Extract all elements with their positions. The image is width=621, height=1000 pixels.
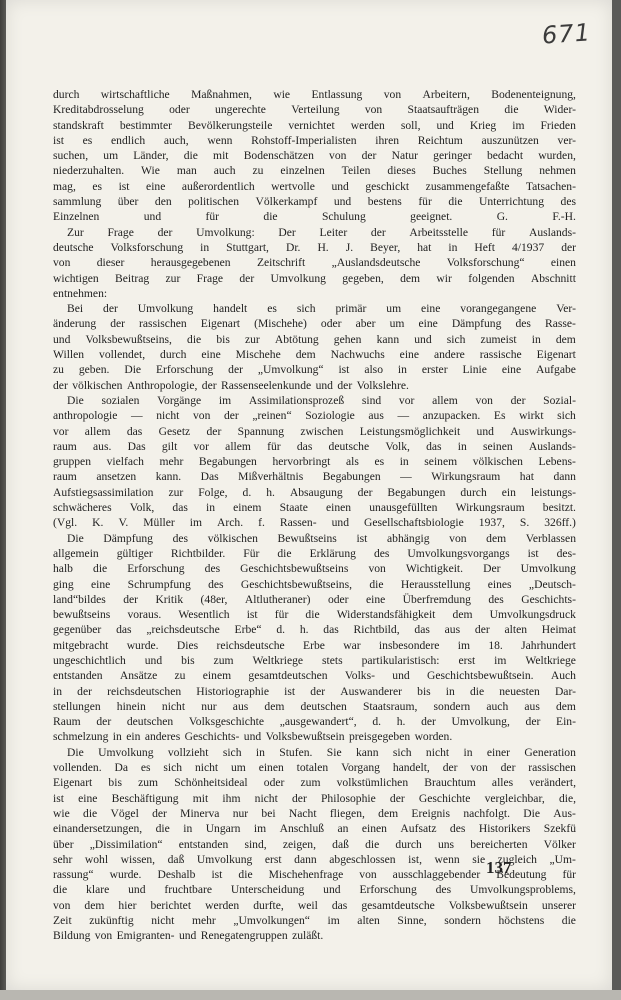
text-line: entstanden Ansätze zu einem gesamtdeutschen Volks- und Geschichtsbewußtsein. Auch — [53, 669, 576, 683]
text-line: standskraft bestimmter Bevölkerungsteile vernichtet werden soll, und Krieg im Frieden — [53, 118, 576, 132]
text-line: einandersetzungen, die in Ungarn im Anschluß an einen Aufsatz des Historikers Szekfü — [53, 822, 576, 836]
text-line: ungeschichtlich und bis zum Weltkriege stets partikularistisch: erst im Weltkriege — [53, 653, 576, 667]
text-line: die klare und fruchtbare Unterscheidung und Erforschung des Umvolkungsproblems, — [53, 883, 576, 897]
text-line: Willen vollendet, durch eine Mischehe dem Nachwuchs eine andere rassische Eigenart — [53, 348, 576, 362]
text-line: raum ansetzen kann. Das Mißverhältnis Begabungen — Wirkungsraum hat dann — [53, 470, 576, 484]
text-line: deutsche Volksforschung in Stuttgart, Dr. H. J. Beyer, hat in Heft 4/1937 der — [53, 240, 576, 254]
text-line: änderung der rassischen Eigenart (Mischehe) oder aber um eine Dämpfung des Rasse- — [53, 317, 576, 331]
text-line: schwächeres Volk, das in einem Staate einen unausgefüllten Wirkungsraum besitzt. — [53, 501, 576, 515]
text-line: der völkischen Anthropologie, der Rassenseelenkunde und der Volkslehre. — [53, 378, 409, 392]
text-line: Aufstiegsassimilation zur Folge, d. h. Absaugung der Begabungen durch ein leistungs- — [53, 485, 576, 499]
text-line: von dem hier berichtet werden durfte, weil das gesamtdeutsche Volksbewußtsein unserer — [53, 898, 576, 912]
text-line: stellungen hinein nicht nur aus dem deutschen Staatsraum, sondern auch aus dem — [53, 699, 576, 713]
text-line: ging eine Schrumpfung des Geschichtsbewußtseins, die Herausstellung eines „Deutsch- — [53, 577, 576, 591]
text-line: Zur Frage der Umvolkung: Der Leiter der Arbeitsstelle für Auslands- — [67, 225, 576, 239]
text-line: und Volksbewußtseins, die bis zur Abtötung gehen kann und sich zumeist in dem — [53, 332, 576, 346]
text-line: Die Umvolkung vollzieht sich in Stufen. Sie kann sich nicht in einer Generation — [67, 745, 576, 759]
text-line: mitgebracht wurde. Dies reichsdeutsche Erbe war insbesondere im 18. Jahrhundert — [53, 638, 576, 652]
text-line: zu geben. Die Erforschung der „Umvolkung“ ist also in erster Linie eine Aufgabe — [53, 363, 576, 377]
text-line: sammlung über den politischen Völkerkampf und bestens für die Unterrichtung des — [53, 195, 576, 209]
text-line: in der reichsdeutschen Historiographie ist der Auswanderer bis in die neuesten Dar- — [53, 684, 576, 698]
text-line: wichtigen Beitrag zur Frage der Umvolkung gegeben, dem wir folgenden Abschnitt — [53, 271, 576, 285]
text-line: anthropologie — nicht von der „reinen“ Soziologie aus — anzupacken. Es wirkt sich — [53, 409, 576, 423]
text-line: Zeit zukünftig nicht mehr „Umvolkungen“ im alten Sinne, sondern höchstens die — [53, 914, 576, 928]
text-line: Bildung von Emigranten- und Renegatengruppen zuläßt. — [53, 929, 324, 943]
text-line: durch wirtschaftliche Maßnahmen, wie Entlassung von Arbeitern, Bodenenteignung, — [53, 88, 576, 101]
text-line: Die sozialen Vorgänge im Assimilationsprozeß sind vor allem von der Sozial- — [67, 393, 576, 407]
text-line: ist es endlich auch, wenn Rohstoff-Imperialisten ihren Reichtum auszunützen ver- — [53, 133, 576, 147]
text-line: niederzuhalten. Wie man auch zu einzelnen Teilen dieses Buches Stellung nehmen — [53, 164, 576, 178]
text-line: schmelzung in ein anderes Geschichts- und Volksbewußtsein preisgegeben worden. — [53, 730, 453, 744]
text-line: Kreditabdrosselung oder ungerechte Verteilung von Staatsaufträgen die Wider- — [53, 103, 576, 117]
page-number: 137 — [486, 858, 512, 877]
text-line: gruppen vielfach mehr Begabungen hervorbringt als es in seinem völkischen Lebens- — [53, 455, 576, 469]
text-line: wie die Vögel der Minerva nur bei Nacht fliegen, dem Ereignis nachfolgt. Die Aus- — [53, 806, 576, 820]
text-line: gegenüber das „reichsdeutsche Erbe“ d. h. das Richtbild, das aus der alten Heimat — [53, 623, 576, 637]
text-line: über „Dissimilation“ entstanden sind, zeigen, daß die durch uns bereicherten Völker — [53, 837, 576, 851]
book-page — [6, 0, 612, 990]
text-line: allgemein gültiger Richtbilder. Für die Erklärung des Umvolkungsvorgangs ist des- — [53, 546, 576, 560]
text-line: land“bildes der Kritik (48er, Altlutheraner) oder eine Überfremdung des Geschichts- — [53, 592, 576, 606]
text-line: Raum der deutschen Volksgeschichte „ausgewandert“, d. h. der Umvolkung, der Ein- — [53, 715, 576, 729]
handwritten-folio-number: 671 — [541, 18, 592, 50]
scan-bottom-margin — [0, 990, 621, 1000]
body-text — [53, 87, 576, 944]
text-line: sehr wohl wissen, daß Umvolkung erst dann abgeschlossen ist, wenn sie zugleich „Um- — [53, 852, 576, 866]
text-line: ist eine Beschäftigung mit ihm nicht der Philosophie der Geschichte vergleichbar, die, — [53, 791, 576, 805]
text-line: suchen, um Länder, die mit Bodenschätzen von der Natur geringer bedacht wurden, — [53, 149, 576, 163]
text-line: entnehmen: — [53, 286, 108, 300]
text-line: Die Dämpfung des völkischen Bewußtseins ist abhängig von dem Verblassen — [67, 531, 576, 545]
text-line: vollenden. Da es sich nicht um einen totalen Vorgang handelt, der von der rassischen — [53, 761, 576, 775]
text-line: von dieser herausgegebenen Zeitschrift „Auslandsdeutsche Volksforschung“ einen — [53, 256, 576, 270]
text-line: rassung“ wurde. Deshalb ist die Mischehenfrage von ausschlaggebender Bedeutung für — [53, 868, 576, 882]
text-line: raum aus. Das gilt vor allem für das deutsche Volk, das in seinen Auslands- — [53, 439, 576, 453]
text-line: Einzelnen und für die Schulung geeignet. G. F.-H. — [53, 210, 576, 224]
text-line: halb die Erforschung des Geschichtsbewußtseins von Wichtigkeit. Der Umvolkung — [53, 562, 576, 576]
text-line: bewußtseins voraus. Wesentlich ist für die Widerstandsfähigkeit dem Umvolkungsdruck — [53, 608, 576, 622]
text-line: Bei der Umvolkung handelt es sich primär um eine vorangegangene Ver- — [67, 302, 576, 316]
text-line: (Vgl. K. V. Müller im Arch. f. Rassen- und Gesellschaftsbiologie 1937, S. 326ff.) — [53, 516, 576, 530]
text-line: Eigenart bis zum Schönheitsideal oder zum volkstümlichen Brauchtum alles verändert, — [53, 776, 576, 790]
text-line: mag, es ist eine außerordentlich wertvolle und geschickt zusammengefaßte Tatsachen- — [53, 179, 576, 193]
text-line: vor allem das Gesetz der Spannung zwischen Leistungsmöglichkeit und Auswirkungs- — [53, 424, 576, 438]
